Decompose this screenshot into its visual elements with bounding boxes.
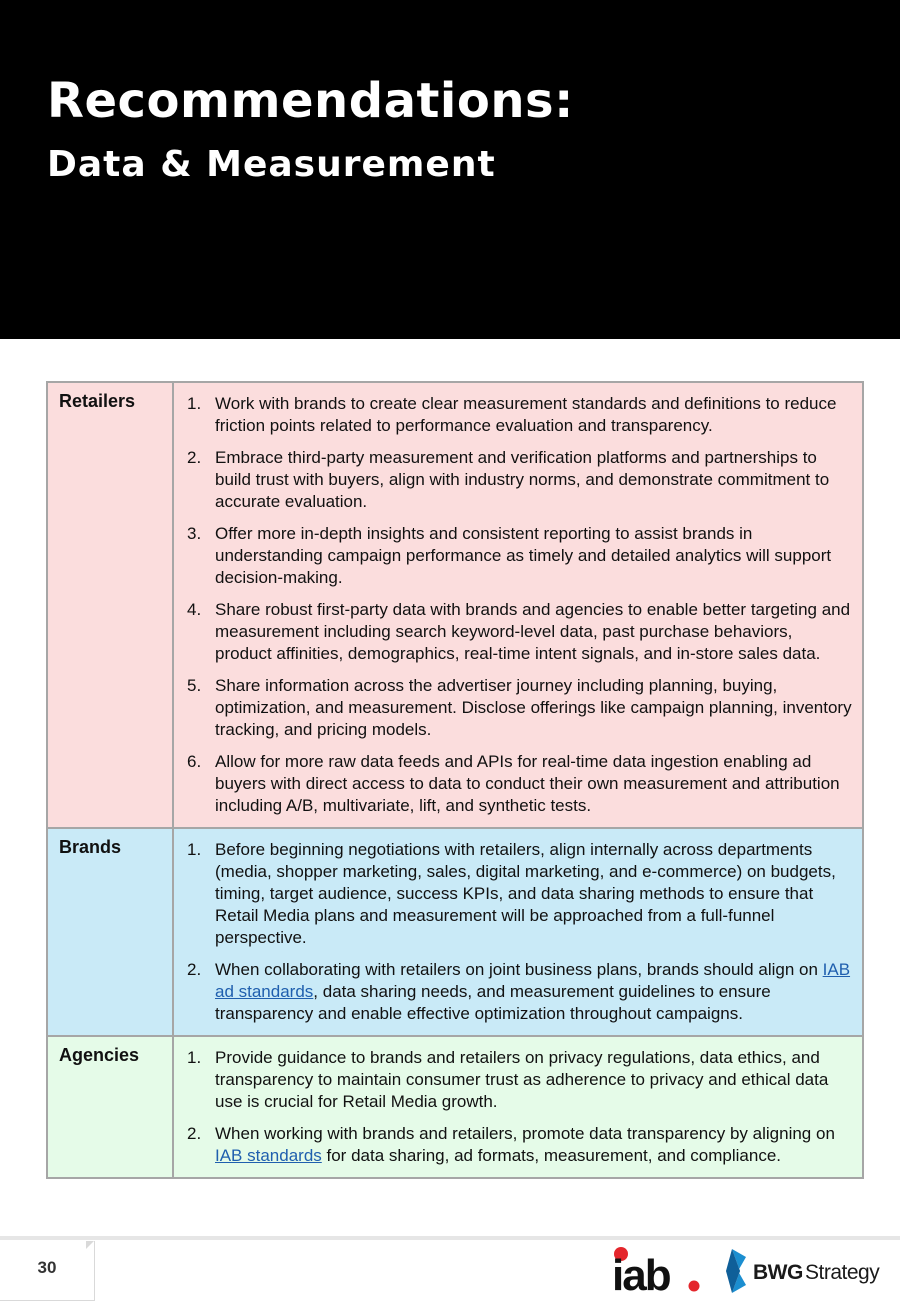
role-label: Retailers xyxy=(47,382,173,828)
role-label: Brands xyxy=(47,828,173,1036)
list-item: 6. Allow for more raw data feeds and APIs for real-time data ingestion enabling ad buyers with direct access to data to conduct their own measurement and attribution including A/B, multivariate, lift, and synthetic tests. xyxy=(187,752,840,815)
table-row-retailers xyxy=(47,382,863,828)
list-item: 1. Provide guidance to brands and retailers on privacy regulations, data ethics, and transparency to maintain consumer trust as adherence to privacy and ethical data use is crucial for Retail Media growth. xyxy=(187,1048,829,1111)
list-item: 4. Share robust first-party data with brands and agencies to enable better targeting and measurement including search keyword-level data, past purchase behaviors, product affinities, demographics, real-time intent signals, and in-store sales data. xyxy=(187,600,851,663)
list-item: 2. When working with brands and retailers, promote data transparency by aligning on IAB standards for data sharing, ad formats, measurement, and compliance. xyxy=(187,1124,835,1165)
svg-text:Strategy: Strategy xyxy=(805,1261,880,1284)
iab-logo xyxy=(612,1246,712,1296)
list-item: 1. Before beginning negotiations with retailers, align internally across departments (media, shopper marketing, sales, digital marketing, and e-commerce) on budgets, timing, target audience, success KPIs, and data sharing methods to ensure that Retail Media plans and measurement will be approached from a full-funnel perspective. xyxy=(187,840,836,947)
iab-ad-standards-link[interactable]: IAB ad standards xyxy=(215,960,851,1001)
svg-text:BWG: BWG xyxy=(753,1261,803,1284)
list-item: 5. Share information across the advertiser journey including planning, buying, optimization, and measurement. Disclose offerings like campaign planning, inventory tracking, and pricing models. xyxy=(187,676,852,739)
page-number: 30 xyxy=(37,1258,57,1277)
list-item: 2. Embrace third-party measurement and verification platforms and partnerships to build trust with buyers, align with industry norms, and demonstrate commitment to accurate evaluation. xyxy=(187,448,830,511)
table-row-agencies xyxy=(47,1036,863,1178)
recommendation-list xyxy=(174,839,852,1025)
recommendations-table xyxy=(46,381,864,1179)
list-item: 2. When collaborating with retailers on joint business plans, brands should align on IAB ad standards, data sharing needs, and measurement guidelines to ensure transparency and enable effective optimization throughout campaigns. xyxy=(187,960,851,1023)
footer-divider xyxy=(0,1236,900,1240)
bwg-strategy-logo xyxy=(726,1247,891,1295)
iab-standards-link[interactable]: IAB standards xyxy=(215,1146,322,1165)
svg-text:iab: iab xyxy=(612,1251,670,1296)
list-item: 1. Work with brands to create clear measurement standards and definitions to reduce friction points related to performance evaluation and transparency. xyxy=(187,394,837,435)
page-title: Recommendations: xyxy=(47,73,574,129)
page-subtitle: Data & Measurement xyxy=(47,144,496,185)
header-banner xyxy=(0,0,900,339)
recommendation-list xyxy=(174,1047,852,1167)
table-row-brands xyxy=(47,828,863,1036)
recommendation-list xyxy=(174,393,852,817)
role-label: Agencies xyxy=(47,1036,173,1178)
list-item: 3. Offer more in-depth insights and consistent reporting to assist brands in understanding campaign performance as timely and detailed analytics will support decision-making. xyxy=(187,524,832,587)
